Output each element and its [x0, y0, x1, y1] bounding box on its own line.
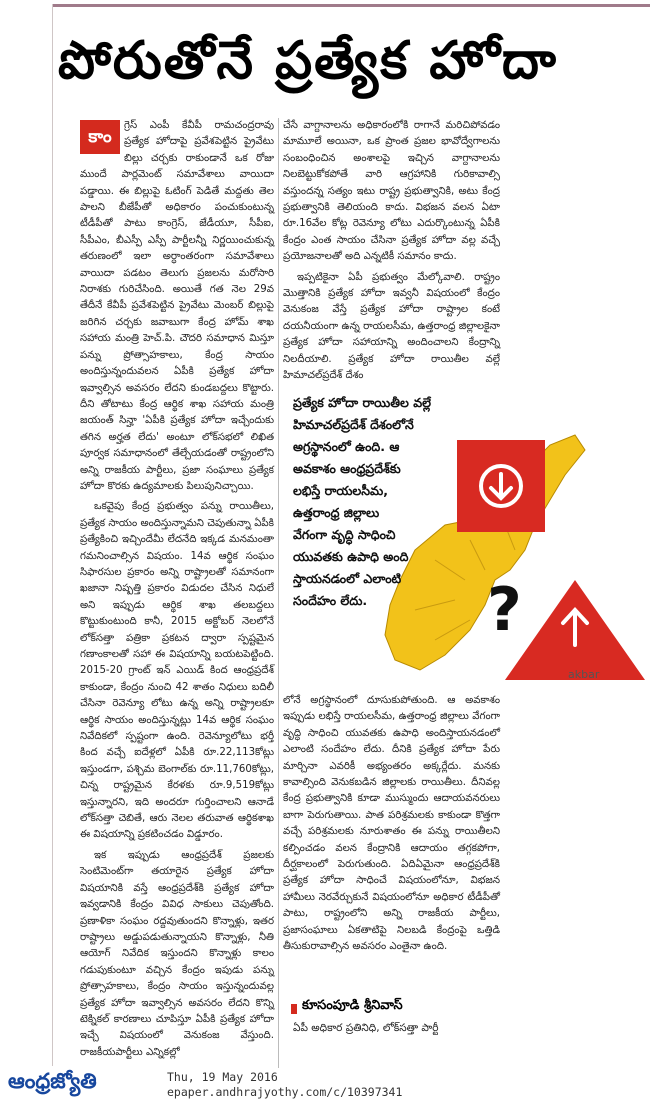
publication-logo: ఆంధ్రజ్యోతి: [8, 1068, 97, 1093]
pull-quote-line: వేగంగా వృద్ధి సాధించి: [293, 527, 396, 542]
pull-quote-line: యువతకు ఉపాధి అంది: [293, 549, 409, 564]
pull-quote-line: స్తాయనడంలో ఎలాంటి: [293, 571, 402, 586]
pull-quote-line: లభిస్తే రాయలసీమ,: [293, 483, 389, 498]
article-column-2-top: [283, 118, 500, 382]
pull-quote: [293, 392, 483, 612]
pull-quote-line: అగ్రస్థానంలో ఉంది. ఆ: [293, 439, 400, 454]
article-column-1: [80, 118, 274, 1078]
page-top-rule: [52, 4, 650, 7]
author-title: ఏపీ అధికార ప్రతినిధి, లోక్‌సత్తా పార్టీ: [293, 1022, 439, 1034]
paragraph: గ్రెస్ ఎంపీ కేవీపీ రామచంద్రరావు ప్రత్యేక హోదాపై ప్రవేశపెట్టిన ప్రైవేటు బిల్లు చర్చకు రాకుండానే ఒక రోజు ముందే పార్లమెంట్ సమావేశాలు వాయిదా పడ్డాయి. ఈ బిల్లుపై ఓటింగ్ పెడితే మద్దతు తెల పాలని బీజేపీతో అధికారం పంచుకుంటున్న టీడీపీతో పాటు కాంగ్రెస్, జేడీయూ, సీపీఐ, సీపీఎం, బీఎస్పీ ఎస్పీ పార్టీలన్నీ నిర్ణయించుకున్న తరుణంలో ఇలా అర్ధాంతరంగా సమావేశాలు వాయిదా పడటం తెలుగు ప్రజలను మరోసారి నిరాశకు గురిచేసింది. అయితే గత నెల 29వ తేదీనే కేవీపీ ప్రవేశపెట్టిన ప్రైవేటు మెంబర్ బిల్లుపై జరిగిన చర్చకు జవాబుగా కేంద్ర హోమ్ శాఖ సహాయ మంత్రి హెచ్.పి. చౌదరి సమాధాన మిస్తూ పన్ను ప్రోత్సాహకాలు, కేంద్ర సాయం అందిస్తున్నందువలన ఏపీకి ప్రత్యేక హోదా ఇవ్వాల్సిన అవసరం లేదని కుండబద్దలు కొట్టారు. దీని తోటాటు కేంద్ర ఆర్థిక శాఖ సహాయ మంత్రి జయంత్ సిన్హా 'ఏపీకి ప్రత్యేక హోదా ఇచ్చేందుకు తగిన అర్హత లేదు' అంటూ లోక్‌సభలో లిఖిత పూర్వక సమాధానంలో తేల్చేయడంతో రాష్ట్రంలోని అన్ని రాజకీయ పార్టీలు, ప్రజా సంఘాలు ప్రత్యేక హోదా కొరకు ఉద్యమాలకు పిలుపునిచ్చాయి.: [80, 120, 274, 492]
edition-date: Thu, 19 May 2016: [167, 1070, 278, 1084]
pull-quote-line: ప్రత్యేక హోదా రాయితీల వల్లే: [293, 395, 431, 410]
pull-quote-line: అవకాశం ఆంధ్రప్రదేశ్‌కు: [293, 461, 401, 476]
dropcap: కాం: [80, 120, 120, 154]
column-divider: [278, 118, 279, 1068]
byline-marker: [291, 1004, 297, 1014]
epaper-link[interactable]: epaper.andhrajyothy.com/c/10397341: [167, 1085, 403, 1099]
pull-quote-line: హిమాచల్‌ప్రదేశ్ దేశంలోనే: [293, 417, 414, 432]
paragraph: ఇక ఇప్పుడు ఆంధ్రప్రదేశ్ ప్రజలకు సెంటిమెంట్‌గా తయారైన ప్రత్యేక హోదా విషయానికి వస్తే ఆంధ్రప్రదేశ్‌కి ప్రత్యేక హోదా ఇవ్వడానికి కేంద్రం వివిధ సాకులు చెపుతోంది. ప్రణాళికా సంఘం రద్దవుతుందని కొన్నాళ్లు, ఇతర రాష్ట్రాలు అడ్డుపడుతున్నాయని కొన్నాళ్లు, నీతి ఆయోగ్ నివేదిక ఇస్తుందని కొన్నాళ్లు కాలం గడుపుకుంటూ వచ్చిన కేంద్రం ఇపుడు పన్ను ప్రోత్సాహకాలు, కేంద్రం సాయం ఇస్తున్నందువల్ల ప్రత్యేక హోదా ఇవ్వాల్సిన అవసరం లేదని కొన్ని టెక్నికల్ కారణాలు చూపిస్తూ ఏపీకి ప్రత్యేక హోదా ఇచ్చే విషయంలో వెనుకంజ వేస్తుంది. రాజకీయపార్టీలు ఎన్నికల్లో: [80, 849, 274, 1058]
page-left-margin-line: [52, 4, 53, 1066]
paragraph: లోనే అగ్రస్థానంలో దూసుకుపోతుంది. ఆ అవకాశం ఇప్పుడు లభిస్తే రాయలసీమ, ఉత్తరాంధ్ర జిల్లాలు వేగంగా వృద్ధి సాధించి యువతకు ఉపాధి అందిస్తాయనడంలో ఎలాంటి సందేహం లేదు. దీనికి ప్రత్యేక హోదా పేరు మార్చినా ఎవరికీ అభ్యంతరం అక్కర్లేదు. మనకు కావాల్సింది వెనుకబడిన జిల్లాలకు రాయితీలు. దీనివల్ల కేంద్ర ప్రభుత్వానికి కూడా ముస్ముందు ఆదాయవనరులు బాగా పెరుగుతాయి. పాత పరిశ్రమలకు కాకుండా కొత్తగా వచ్చే పరిశ్రమలకు నూరుశాతం ఈ పన్ను రాయితీలని కల్పించడం వలన కేంద్రానికి ఆదాయం తగ్గకపోగా, దీర్ఘకాలంలో పెరుగుతుంది. ఏదిఏమైనా ఆంధ్రప్రదేశ్‌కి ప్రత్యేక హోదా సాధించే విషయంలోనూ, విభజన హామీలు నెరవేర్చుకునే విషయంలోనూ అధికార టీడీపీతో పాటు, రాష్ట్రంలోని అన్ని రాజకీయ పార్టీలు, ప్రజాసంఘాలు ఏకతాటిపై నిలబడి కేంద్రంపై ఒత్తిడి తీసుకురావాల్సిన అవసరం ఎంతైనా ఉంది.: [283, 695, 500, 953]
author-name: కూసంపూడి శ్రీనివాస్: [302, 998, 403, 1013]
paragraph: ఒకవైపు కేంద్ర ప్రభుత్వం పన్ను రాయితీలు, ప్రత్యేక సాయం అందిస్తున్నామని చెపుతున్నా ఏపీకి ప్రత్యేకించి ఇచ్చిందేమీ లేదనేది ఇక్కడ మనమంతా గమనించాల్సిన విషయం. 14వ ఆర్థిక సంఘం సిఫారసుల ప్రకారం అన్ని రాష్ట్రాలతో సమానంగా ఖజానా నిష్పత్తి ప్రకారం విడుదల చేసిన నిధులే అని ఇప్పుడు ఆర్థిక శాఖ తలబద్దలు కొట్టుకుంటుంది కానీ, 2015 అక్టోబర్ నెలలోనే లోక్‌సత్తా పత్రికా ప్రకటన ద్వారా స్పష్టమైన గణాంకాలతో సహా ఈ విషయాన్ని బయటపెట్టింది. 2015-20 గ్రాంట్ ఇన్ ఎయిడ్ కింద ఆంధ్రప్రదేశ్ కాకుండా, కేంద్రం నుంచి 42 శాతం నిధులు బదిలీ చేసినా రెవెన్యూ లోటు ఉన్న అన్ని రాష్ట్రాలకూ ఆర్థిక సాయం అందిస్తున్నట్లు 14వ ఆర్థిక సంఘం నివేదికలో స్పష్టంగా ఉంది. రెవెన్యూలోటు భర్తీ కింద వచ్చే ఐదేళ్లలో ఏపీకి రూ.22,113కోట్లు ఇస్తుండగా, పశ్చిమ బెంగాల్‌కు రూ.11,760కోట్లు, చిన్న రాష్ట్రమైన కేరళకు రూ.9,519కోట్లు ఇస్తున్నారని, ఇది అందరూ గుర్తించాలని ఆనాడే లోక్‌సత్తా చెబితే, ఆరు నెలల తరువాత ఆర్థికశాఖ ఈ విషయాన్ని ప్రకటించడం విడ్డూరం.: [80, 501, 274, 841]
article-headline: పోరుతోనే ప్రత్యేక హోదా: [58, 30, 558, 91]
pull-quote-line: ఉత్తరాంధ్ర జిల్లాలు: [293, 505, 380, 520]
article-column-2-bottom: [283, 693, 500, 993]
paragraph: ఇప్పటికైనా ఏపీ ప్రభుత్వం మేల్కోవాలి. రాష్ట్రం మొత్తానికి ప్రత్యేక హోదా ఇవ్వనీ విషయంలో కేంద్రం వెనుకంజ వేస్తే ప్రత్యేక హోదా రాష్ట్రాల కంటే దయనీయంగా ఉన్న రాయలసీమ, ఉత్తరాంధ్ర జిల్లాలకైనా ప్రత్యేక హోదా సహాయాన్ని అందించాలని కేంద్రాన్ని నిలదీయాలి. ప్రత్యేక హోదా రాయితీల వల్లే హిమాచల్‌ప్రదేశ్ దేశం: [283, 271, 500, 382]
pull-quote-line: సందేహం లేదు.: [293, 593, 368, 608]
question-mark-glyph: ?: [487, 575, 522, 645]
graphic-credit: akbar: [568, 668, 600, 681]
paragraph: చేసే వాగ్దానాలను అధికారంలోకి రాగానే మరిచిపోవడం మామూలే అయినా, ఒక ప్రాంత ప్రజల భావోద్వేగాలను సంబంధించిన అంశాలపై ఇచ్చిన వాగ్దానాలను నిలబెట్టుకోకపోతే వారి ఆగ్రహానికి గురికావాల్సి వస్తుందన్న సత్యం ఇటు రాష్ట్ర ప్రభుత్వానికి, అటు కేంద్ర ప్రభుత్వానికి తెలియంది కాదు. విభజన వలన ఏటా రూ.16వేల కోట్ల రెవెన్యూ లోటు ఎదుర్కొంటున్న ఏపీకి కేంద్రం ఎంత సాయం చేసినా ప్రత్యేక హోదా వల్ల వచ్చే ప్రయోజనాలతో అది ఎన్నటికీ సమానం కాదు.: [283, 120, 500, 263]
